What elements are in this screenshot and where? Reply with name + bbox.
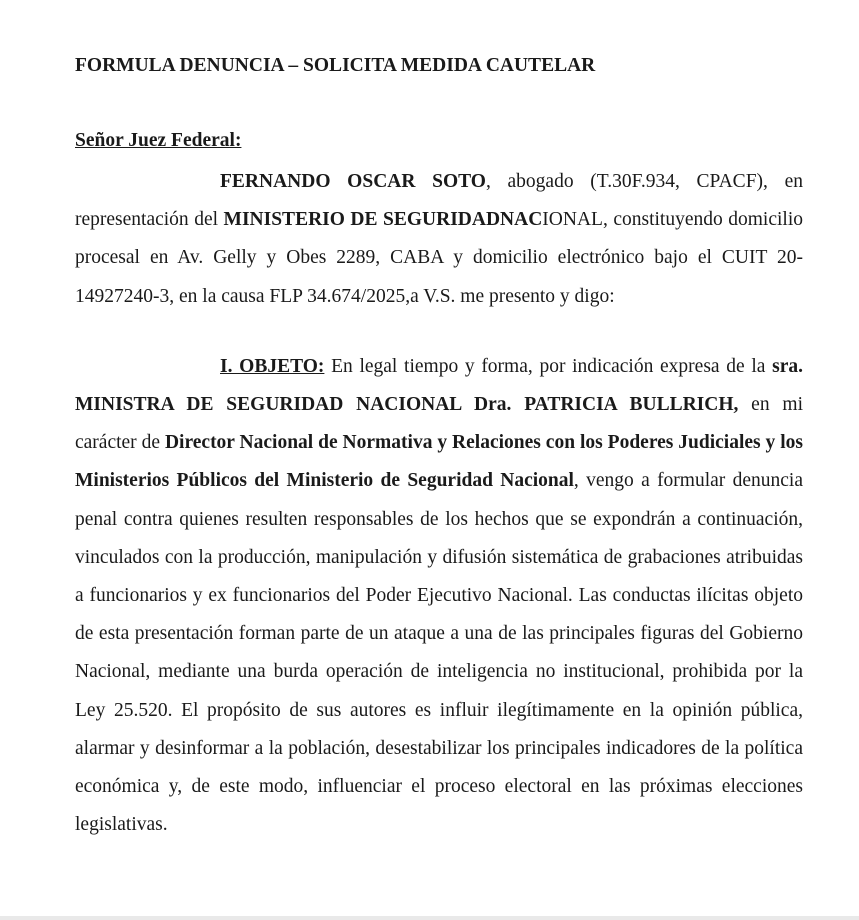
objeto-text-3: , vengo a formular denuncia penal contra quienes resulten responsables de los hechos que se expondrán a continuación, vinculados con la producción, manipulación y difusión sistemática de grabaciones atribuidas a funcionarios y ex funcionarios del Poder Ejecutivo Nacional. Las conductas ilícitas objeto de esta presentación forman parte de un ataque a una de las principales figuras del Gobierno Nacional, mediante una burda operación de inteligencia no institucional, prohibida por la Ley 25.520. El propósito de sus autores es influir ilegítimamente en la opinión pública, alarmar y desinformar a la población, desestabilizar los principales indicadores de la política económica y, de este modo, influenciar el proceso electoral en las próximas elecciones legislativas.	[75, 470, 803, 836]
page-bottom-edge	[0, 916, 859, 920]
objeto-heading: I. OBJETO:	[220, 355, 325, 377]
intro-text-1: , abogado (T.30F.934, CPACF), en representación del	[75, 171, 803, 231]
document-title: FORMULA DENUNCIA – SOLICITA MEDIDA CAUTELAR	[75, 55, 596, 76]
minister-name: sra. MINISTRA DE SEGURIDAD NACIONAL Dra. PATRICIA BULLRICH,	[75, 355, 803, 416]
director-role: Director Nacional de Normativa y Relaciones con los Poderes Judiciales y los Ministerios Públicos del Ministerio de Seguridad Nacional	[75, 432, 803, 492]
intro-paragraph	[75, 163, 803, 316]
objeto-text-2: en mi carácter de	[75, 394, 803, 454]
salutation: Señor Juez Federal:	[75, 130, 242, 151]
lawyer-name: FERNANDO OSCAR SOTO	[220, 171, 486, 192]
objeto-paragraph	[75, 348, 803, 845]
document-page	[75, 50, 803, 844]
objeto-text-1: En legal tiempo y forma, por indicación expresa de la	[324, 355, 773, 377]
ministry-name: MINISTERIO DE SEGURIDADNAC	[223, 209, 543, 231]
intro-text-2: IONAL, constituyendo domicilio procesal en Av. Gelly y Obes 2289, CABA y domicilio electrónico bajo el CUIT 20-14927240-3, en la causa FLP 34.674/2025,a V.S. me presento y digo:	[75, 209, 803, 307]
